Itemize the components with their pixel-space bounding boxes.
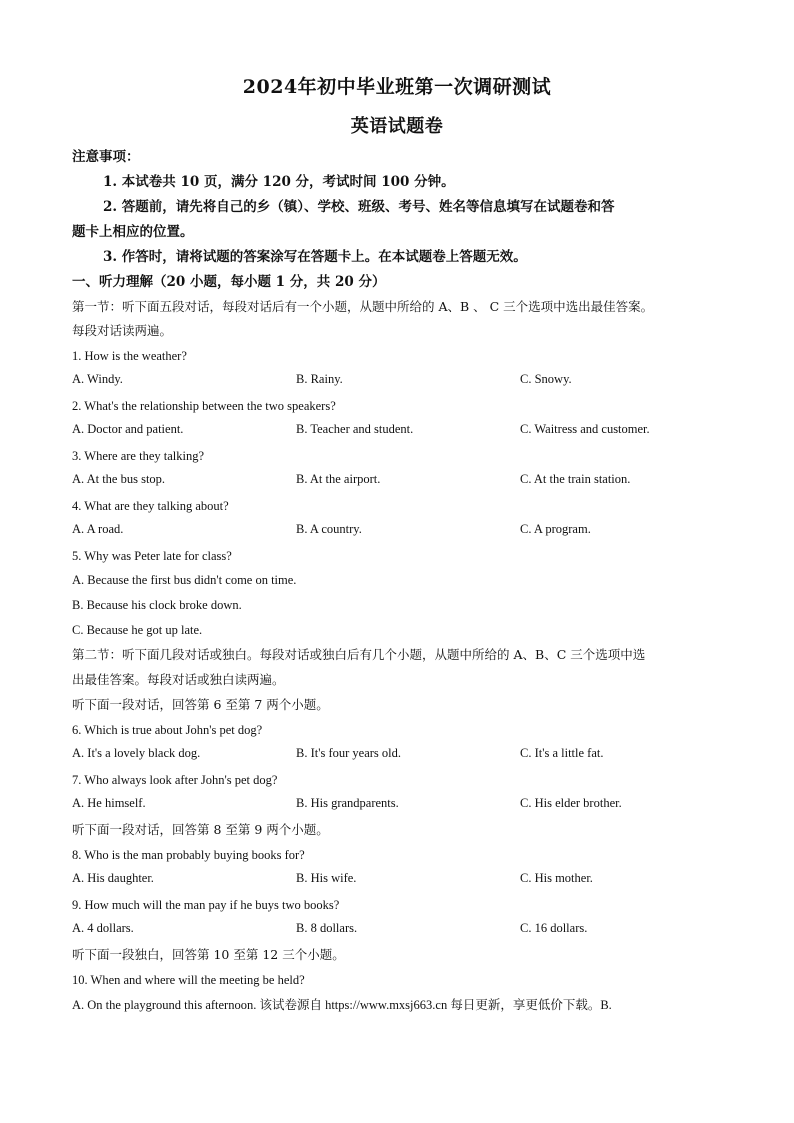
option-c: C. His mother. bbox=[520, 871, 593, 885]
options-4 bbox=[72, 522, 722, 540]
note-item-2-cont: 题卡上相应的位置。 bbox=[72, 224, 194, 240]
question-10: 10. When and where will the meeting be held? bbox=[72, 973, 305, 987]
question-9: 9. How much will the man pay if he buys two books? bbox=[72, 898, 340, 912]
part2-instruction-cont: 出最佳答案。每段对话或独白读两遍。 bbox=[72, 672, 285, 687]
question-4: 4. What are they talking about? bbox=[72, 499, 229, 513]
note-item-1: 1. 本试卷共 10 页，满分 120 分，考试时间 100 分钟。 bbox=[103, 174, 455, 190]
option-c: C. Waitress and customer. bbox=[520, 422, 650, 436]
instruction-q8-9: 听下面一段对话，回答第 8 至第 9 两个小题。 bbox=[72, 822, 329, 837]
option-c: C. Because he got up late. bbox=[72, 623, 203, 637]
part2-instruction: 第二节：听下面几段对话或独白。每段对话或独白后有几个小题，从题中所给的 A、B、C 三个选项中选 bbox=[72, 647, 646, 662]
question-1: 1. How is the weather? bbox=[72, 349, 187, 363]
option-a: A. His daughter. bbox=[72, 871, 154, 885]
option-b: B. Rainy. bbox=[296, 372, 343, 386]
option-b: B. At the airport. bbox=[296, 472, 381, 486]
question-8: 8. Who is the man probably buying books for? bbox=[72, 848, 305, 862]
question-7: 7. Who always look after John's pet dog? bbox=[72, 773, 278, 787]
option-b: B. Because his clock broke down. bbox=[72, 598, 242, 612]
option-b: B. His wife. bbox=[296, 871, 357, 885]
question-6: 6. Which is true about John's pet dog? bbox=[72, 723, 263, 737]
section-heading: 一、听力理解（20 小题，每小题 1 分，共 20 分） bbox=[72, 274, 386, 290]
option-a: A. It's a lovely black dog. bbox=[72, 746, 201, 760]
option-c: C. 16 dollars. bbox=[520, 921, 588, 935]
option-b: B. It's four years old. bbox=[296, 746, 402, 760]
option-b: B. Teacher and student. bbox=[296, 422, 414, 436]
option-c: C. His elder brother. bbox=[520, 796, 622, 810]
option-c: C. Snowy. bbox=[520, 372, 572, 386]
option-c: C. At the train station. bbox=[520, 472, 631, 486]
options-1 bbox=[72, 372, 722, 390]
option-c: C. It's a little fat. bbox=[520, 746, 604, 760]
notes-heading: 注意事项： bbox=[72, 149, 140, 165]
question-5: 5. Why was Peter late for class? bbox=[72, 549, 232, 563]
instruction-q6-7: 听下面一段对话，回答第 6 至第 7 两个小题。 bbox=[72, 697, 329, 712]
options-3 bbox=[72, 472, 722, 490]
options-2 bbox=[72, 422, 722, 440]
option-a: A. On the playground this afternoon. 该试卷源自 https://www.mxsj663.cn 每日更新，享更低价下载。B. bbox=[72, 998, 612, 1012]
options-6 bbox=[72, 746, 722, 764]
page-title: 2024年初中毕业班第一次调研测试 bbox=[242, 76, 552, 98]
options-8 bbox=[72, 871, 722, 889]
option-c: C. A program. bbox=[520, 522, 591, 536]
part1-instruction-cont: 每段对话读两遍。 bbox=[72, 323, 173, 338]
question-3: 3. Where are they talking? bbox=[72, 449, 205, 463]
instruction-q10-12: 听下面一段独白，回答第 10 至第 12 三个小题。 bbox=[72, 947, 345, 962]
option-a: A. Doctor and patient. bbox=[72, 422, 184, 436]
note-item-3: 3. 作答时，请将试题的答案涂写在答题卡上。在本试题卷上答题无效。 bbox=[103, 249, 527, 265]
option-a: A. At the bus stop. bbox=[72, 472, 166, 486]
page-subtitle: 英语试题卷 bbox=[350, 116, 444, 137]
part1-instruction: 第一节：听下面五段对话，每段对话后有一个小题，从题中所给的 A、B 、 C 三个选项中选出最佳答案。 bbox=[72, 299, 654, 314]
option-b: B. His grandparents. bbox=[296, 796, 399, 810]
options-7 bbox=[72, 796, 722, 814]
option-b: B. A country. bbox=[296, 522, 362, 536]
option-a: A. Because the first bus didn't come on time. bbox=[72, 573, 297, 587]
option-b: B. 8 dollars. bbox=[296, 921, 358, 935]
question-2: 2. What's the relationship between the two speakers? bbox=[72, 399, 336, 413]
option-a: A. Windy. bbox=[72, 372, 123, 386]
option-a: A. A road. bbox=[72, 522, 124, 536]
note-item-2: 2. 答题前，请先将自己的乡（镇）、学校、班级、考号、姓名等信息填写在试题卷和答 bbox=[103, 199, 615, 215]
options-9 bbox=[72, 921, 722, 939]
option-a: A. He himself. bbox=[72, 796, 146, 810]
option-a: A. 4 dollars. bbox=[72, 921, 134, 935]
